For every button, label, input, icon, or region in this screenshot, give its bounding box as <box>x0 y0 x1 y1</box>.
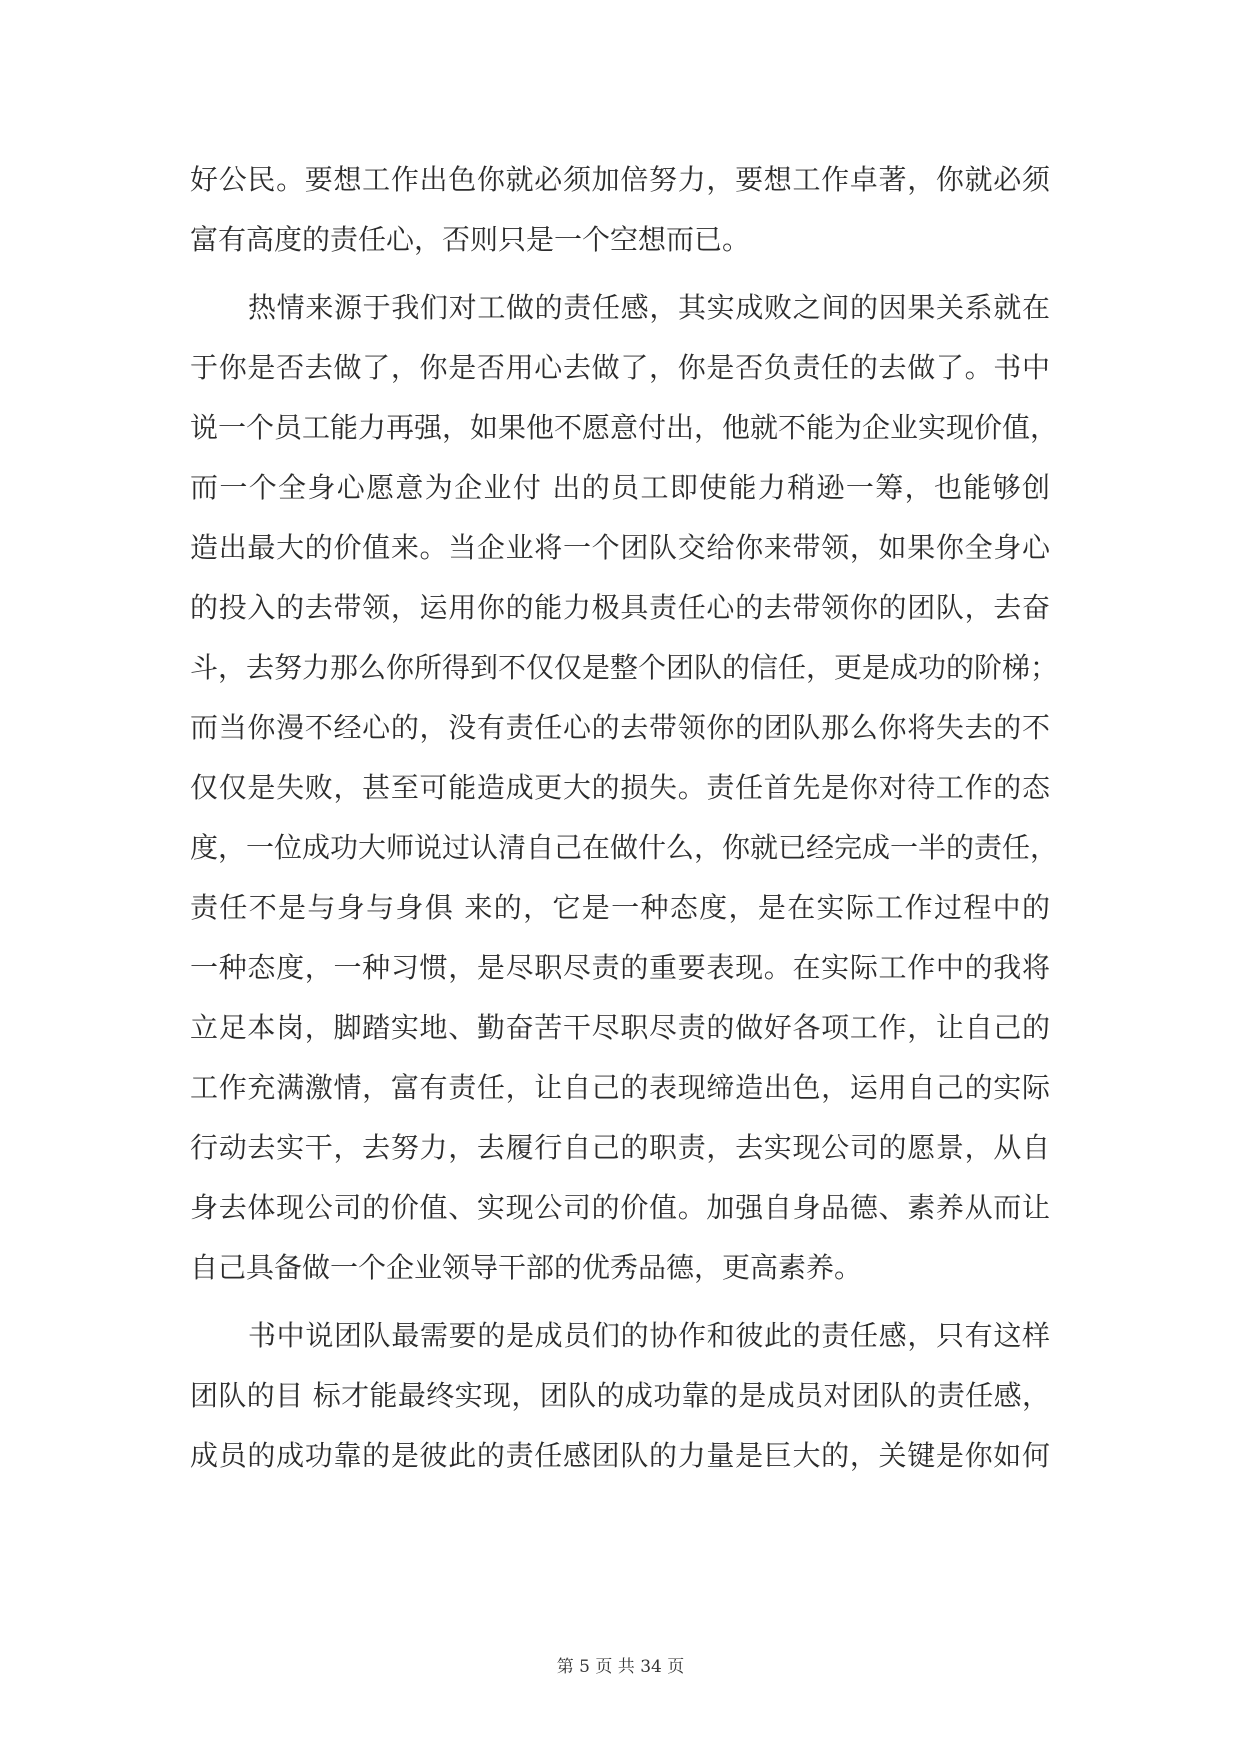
text-line: 而一个全身心愿意为企业付 出的员工即使能力稍逊一筹，也能够创 <box>190 471 1050 504</box>
text-line: 团队的目 标才能最终实现，团队的成功靠的是成员对团队的责任感， <box>190 1379 1050 1412</box>
text-line: 度，一位成功大师说过认清自己在做什么，你就已经完成一半的责任， <box>190 831 1059 864</box>
text-line: 行动去实干，去努力，去履行自己的职责，去实现公司的愿景，从自 <box>190 1131 1050 1164</box>
text-line: 说一个员工能力再强，如果他不愿意付出，他就不能为企业实现价值， <box>190 411 1059 444</box>
text-line: 自己具备做一个企业领导干部的优秀品德，更高素养。 <box>190 1251 863 1284</box>
page-number-footer: 第 5 页 共 34 页 <box>556 1657 685 1677</box>
text-line: 斗，去努力那么你所得到不仅仅是整个团队的信任，更是成功的阶梯； <box>190 651 1059 684</box>
text-line: 责任不是与身与身俱 来的，它是一种态度，是在实际工作过程中的 <box>190 891 1050 924</box>
text-line: 于你是否去做了，你是否用心去做了，你是否负责任的去做了。书中 <box>190 351 1050 384</box>
text-line: 好公民。要想工作出色你就必须加倍努力，要想工作卓著，你就必须 <box>190 163 1050 196</box>
paragraph <box>190 286 1059 1306</box>
text-line: 身去体现公司的价值、实现公司的价值。加强自身品德、素养从而让 <box>190 1191 1050 1224</box>
text-line: 的投入的去带领，运用你的能力极具责任心的去带领你的团队，去奋 <box>190 591 1050 624</box>
text-line: 仅仅是失败，甚至可能造成更大的损失。责任首先是你对待工作的态 <box>190 771 1050 804</box>
text-line: 造出最大的价值来。当企业将一个团队交给你来带领，如果你全身心 <box>190 531 1050 564</box>
text-line: 热情来源于我们对工做的责任感，其实成败之间的因果关系就在 <box>248 291 1050 324</box>
paragraph <box>190 1314 1050 1494</box>
body-text <box>190 158 1059 1494</box>
text-line: 立足本岗，脚踏实地、勤奋苦干尽职尽责的做好各项工作，让自己的 <box>190 1011 1050 1044</box>
text-line: 书中说团队最需要的是成员们的协作和彼此的责任感，只有这样 <box>248 1319 1050 1352</box>
text-line: 一种态度，一种习惯，是尽职尽责的重要表现。在实际工作中的我将 <box>190 951 1050 984</box>
paragraph <box>190 158 1050 278</box>
text-line: 工作充满激情，富有责任，让自己的表现缔造出色，运用自己的实际 <box>190 1071 1050 1104</box>
text-line: 富有高度的责任心，否则只是一个空想而已。 <box>190 223 751 256</box>
text-line: 而当你漫不经心的，没有责任心的去带领你的团队那么你将失去的不 <box>190 711 1050 744</box>
text-line: 成员的成功靠的是彼此的责任感团队的力量是巨大的，关键是你如何 <box>190 1439 1050 1472</box>
